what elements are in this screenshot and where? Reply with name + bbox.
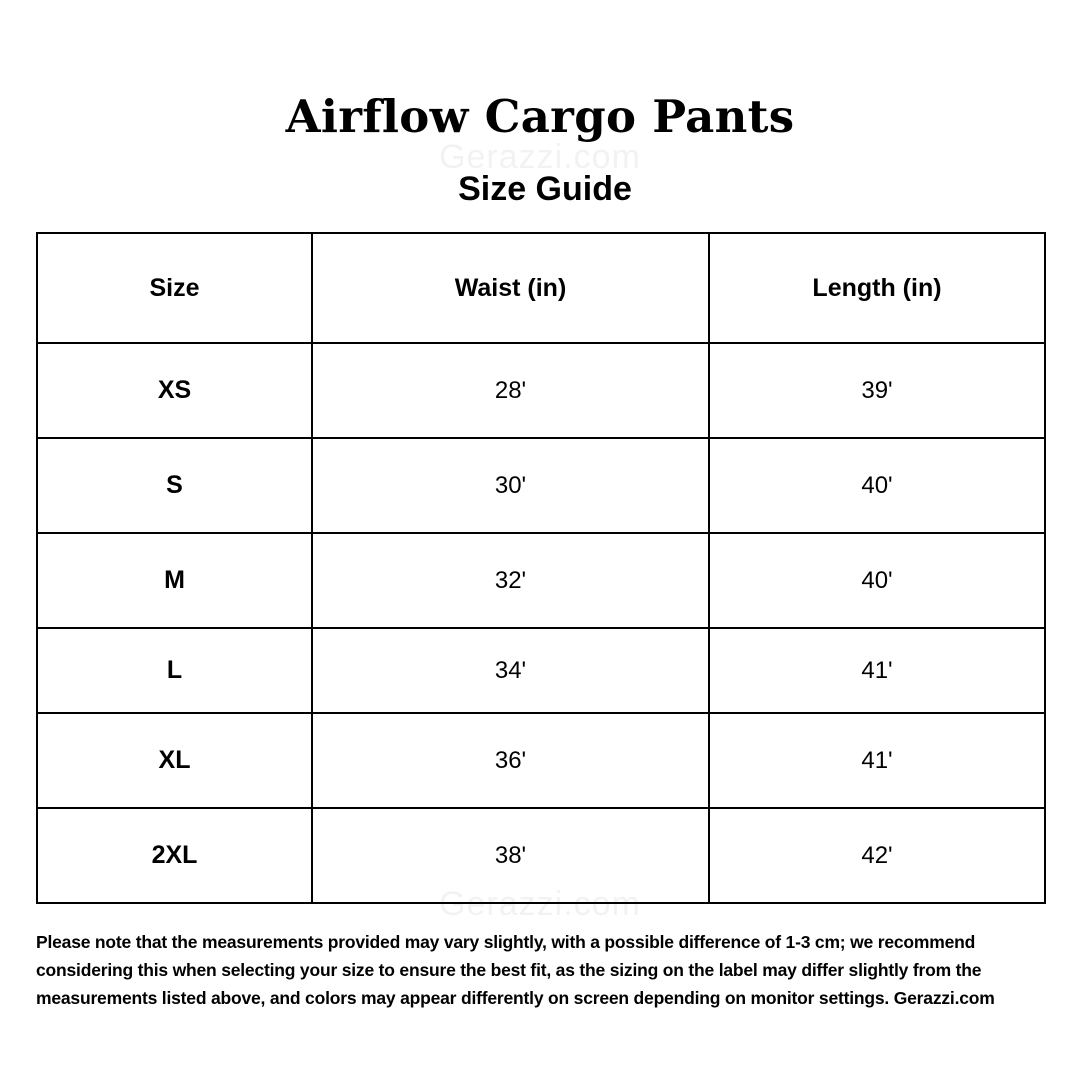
column-header-length: Length (in) <box>709 233 1045 343</box>
length-cell: 40' <box>709 533 1045 628</box>
length-cell: 42' <box>709 808 1045 903</box>
watermark: Gerazzi.com <box>439 885 641 923</box>
size-cell: S <box>37 438 312 533</box>
table-row <box>37 533 1045 628</box>
measurement-note: Please note that the measurements provided may vary slightly, with a possible difference of 1-3 cm; we recommend considering this when selecting your size to ensure the best fit, as the sizing on the label may differ slightly from the measurements listed above, and colors may appear differently on screen depending on monitor settings. Gerazzi.com <box>36 932 995 1008</box>
size-cell: XS <box>37 343 312 438</box>
table-row <box>37 808 1045 903</box>
waist-cell: 32' <box>312 533 709 628</box>
table-row <box>37 713 1045 808</box>
length-cell: 41' <box>709 713 1045 808</box>
size-cell: M <box>37 533 312 628</box>
column-header-waist: Waist (in) <box>312 233 709 343</box>
waist-cell: 28' <box>312 343 709 438</box>
page-title: Airflow Cargo Pants <box>285 90 795 143</box>
watermark: Gerazzi.com <box>439 138 641 176</box>
waist-cell: 30' <box>312 438 709 533</box>
table-row <box>37 628 1045 713</box>
size-cell: XL <box>37 713 312 808</box>
waist-cell: 34' <box>312 628 709 713</box>
size-cell: L <box>37 628 312 713</box>
size-cell: 2XL <box>37 808 312 903</box>
waist-cell: 36' <box>312 713 709 808</box>
length-cell: 41' <box>709 628 1045 713</box>
page-subtitle: Size Guide <box>458 170 632 208</box>
column-header-size: Size <box>37 233 312 343</box>
table-row <box>37 438 1045 533</box>
table-row <box>37 343 1045 438</box>
table-header-row <box>37 233 1045 343</box>
length-cell: 39' <box>709 343 1045 438</box>
size-guide-table <box>36 232 1046 904</box>
waist-cell: 38' <box>312 808 709 903</box>
length-cell: 40' <box>709 438 1045 533</box>
